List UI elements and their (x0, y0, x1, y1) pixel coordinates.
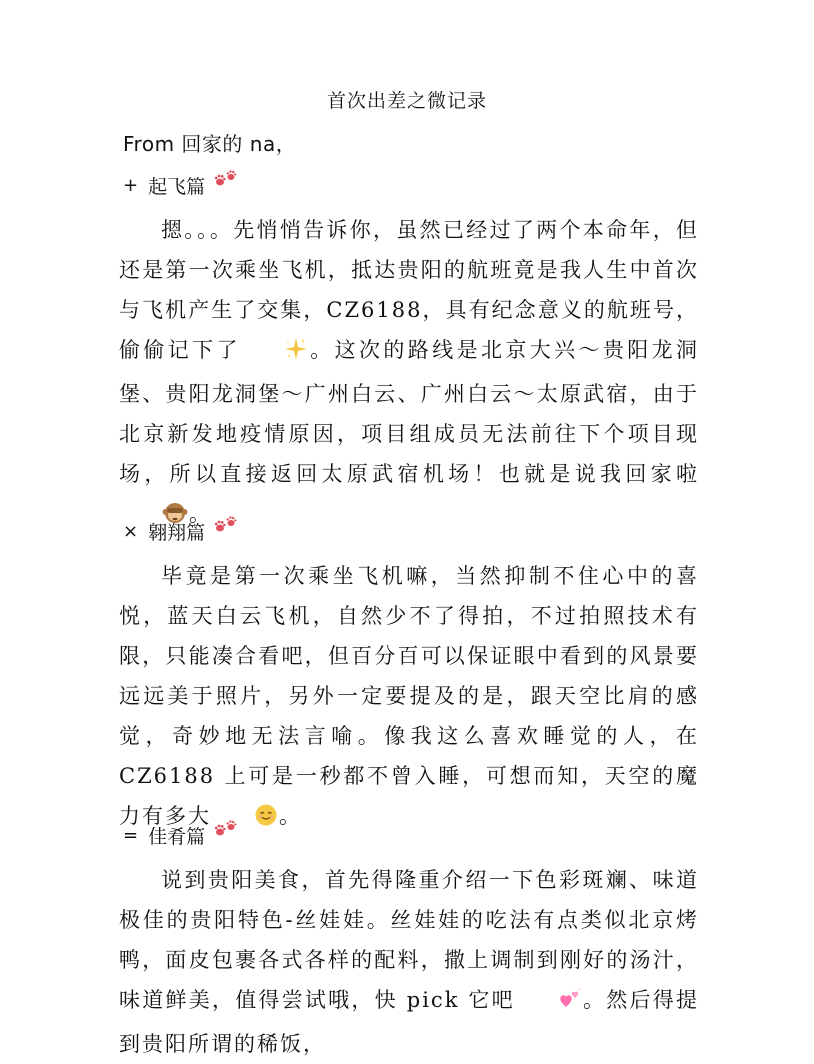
section-paragraph-cuisine (119, 860, 699, 1064)
section-symbol: × (123, 521, 139, 542)
paragraph-text: 毕竟是第一次乘坐飞机嘛，当然抑制不住心中的喜悦，蓝天白云飞机，自然少不了得拍，不过拍照技术有限，只能凑合看吧，但百分百可以保证眼中看到的风景要远远美于照片，另外一定要提及的是，跟天空比肩的感觉，奇妙地无法言喻。像我这么喜欢睡觉的人，在 CZ6188 上可是一秒都不曾入睡，可想而知，天空的魔力有多大 (119, 564, 699, 828)
section-symbol: = (123, 825, 139, 846)
section-heading-soaring (123, 518, 239, 545)
section-heading-takeoff (123, 172, 239, 199)
section-paragraph-soaring (119, 556, 699, 840)
paragraph-text: 摁。。。先悄悄告诉你，虽然已经过了两个本命年，但还是第一次乘坐飞机，抵达贵阳的航班竟是我人生中首次与飞机产生了交集，CZ6188，具有纪念意义的航班号，偷偷记下了 (119, 218, 699, 362)
paw-prints-icon (213, 515, 239, 537)
paragraph-text: 。 (189, 502, 212, 526)
section-paragraph-takeoff (119, 210, 699, 538)
from-line: From 回家的 na， (123, 132, 297, 156)
document-title: 首次出差之微记录 (326, 90, 487, 112)
section-title: 佳肴篇 (148, 826, 206, 848)
paragraph-text: 说到贵阳美食，首先得隆重介绍一下色彩斑斓、味道极佳的贵阳特色-丝娃娃。丝娃娃的吃法有点类似北京烤鸭，面皮包裹各式各样的配料，撒上调制到刚好的汤汁，味道鲜美，值得尝试哦，快 pick 它吧 (119, 868, 699, 1012)
section-heading-cuisine (123, 822, 239, 849)
paragraph-text: 。 (279, 804, 302, 828)
paragraph-text: 。这次的路线是北京大兴～贵阳龙洞堡、贵阳龙洞堡～广州白云、广州白云～太原武宿，由于北京新发地疫情原因，项目组成员无法前往下个项目现场，所以直接返回太原武宿机场！也就是说我回家啦 (119, 338, 700, 486)
paw-prints-icon (213, 169, 239, 191)
section-title: 翱翔篇 (148, 522, 206, 544)
hearts-icon (516, 984, 582, 1024)
section-title: 起飞篇 (148, 176, 206, 198)
paragraph-text: 。然后得提到贵阳所谓的稀饭， (119, 988, 700, 1056)
paw-prints-icon (213, 819, 239, 841)
section-symbol: + (123, 175, 139, 196)
sparkle-icon (242, 334, 308, 374)
